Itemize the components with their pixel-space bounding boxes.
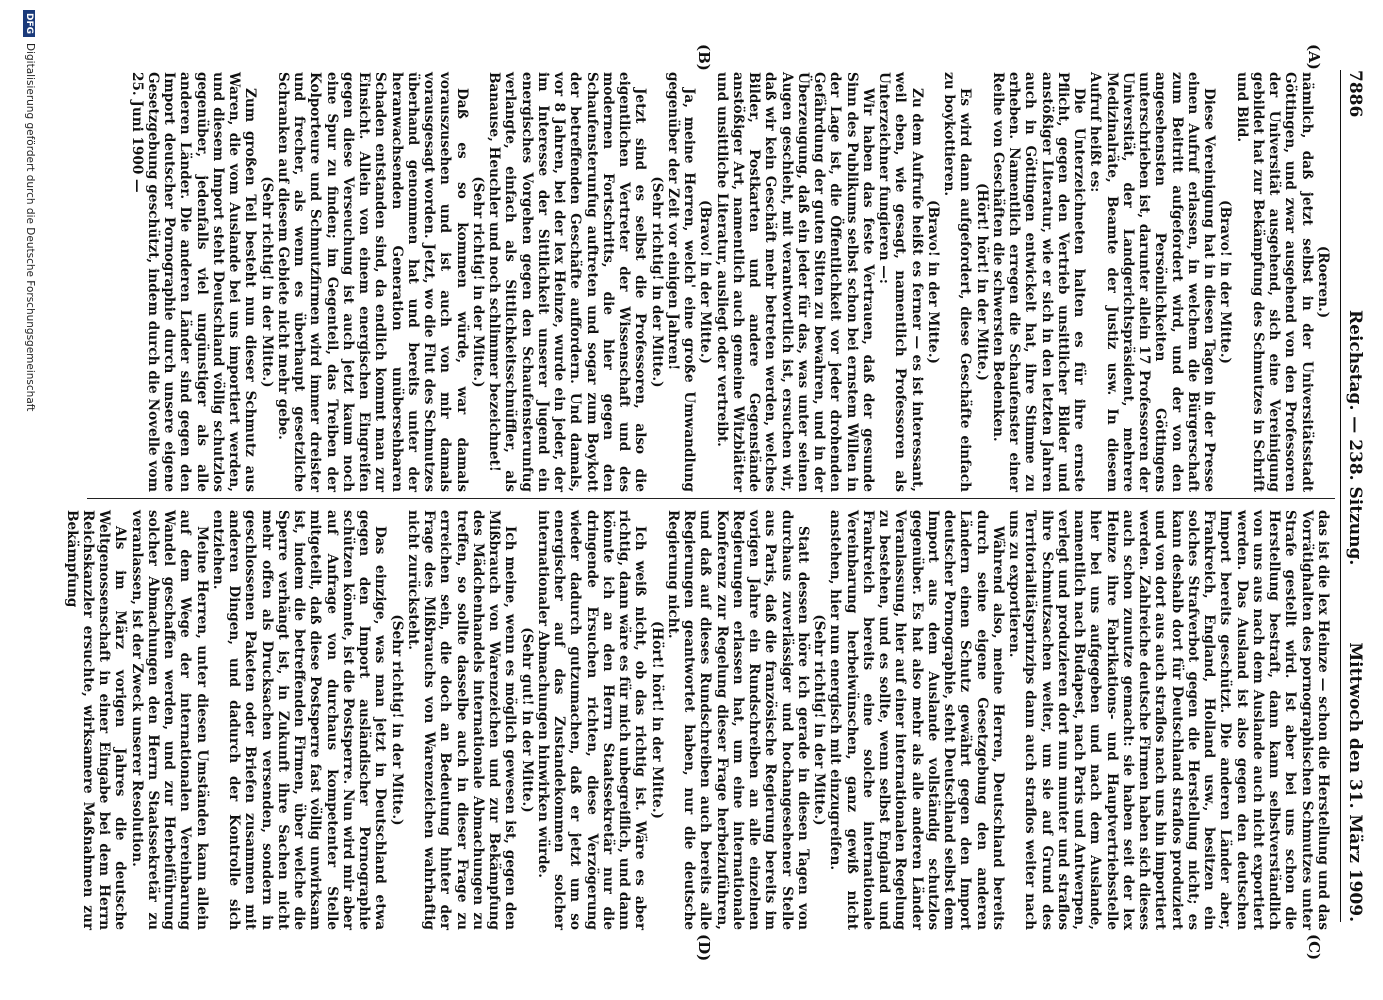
- interjection: (Bravo! in der Mitte.): [1217, 200, 1234, 364]
- margin-letter-c: (C): [1305, 934, 1323, 961]
- credit-text: Digitalisierung gefördert durch die Deutsche Forschungsgemeinschaft: [24, 43, 36, 412]
- interjection: (Sehr gut! in der Mitte.): [518, 627, 535, 813]
- margin-letter-a: (A): [1305, 44, 1323, 70]
- interjection: (Bravo! in der Mitte.): [697, 200, 714, 364]
- paragraph: Zu dem Aufrufe heißt es ferner — es ist interessant, weil eben, wie gesagt, namentlich Professoren als Unterzeichner fungieren —:: [876, 72, 925, 492]
- paragraph: Es wird dann aufgefordert, diese Geschäfte einfach zu boykottieren.: [941, 72, 974, 492]
- digitization-credit: [18, 10, 36, 490]
- column-divider: [87, 498, 1335, 499]
- paragraph: Diese Vereinigung hat in diesen Tagen in der Presse einen Aufruf erlassen, in welchem die Bürgerschaft zum Beitritt aufgefordert wird, und der von den angesehensten Persönlichkeiten Göttingens unterschrieben ist, darunter allein 17 Professoren der Universität, der Landgerichtspräsident, mehrere Medizinalräte, Beamte der Justiz usw. In diesem Aufruf heißt es:: [1087, 72, 1218, 492]
- interjection: (Sehr richtig! in der Mitte.): [388, 614, 405, 826]
- page-number: 7886: [1345, 70, 1365, 118]
- interjection: (Roeren.): [1315, 245, 1331, 319]
- paragraph: Das einzige, was man jetzt in Deutschland etwa gegen den Import ausländischer Pornographie schützen könnte, ist die Postsperre. Nun wird mir aber auf Anfrage von durchaus kompetenter Stelle mitgeteilt, daß diese Postsperre fast völlig unwirksam ist, indem die betreffenden Firmen, über welche die Sperre verhängt ist, in Zukunft ihre Sachen nicht mehr offen als Drucksachen versenden, sondern in geschlossenen Paketen oder Briefen zusammen mit anderen Dingen, und dadurch der Kontrolle sich entziehen.: [210, 510, 389, 930]
- page-header: [1339, 70, 1365, 922]
- interjection: (Bravo! in der Mitte.): [925, 200, 941, 364]
- paragraph: Jetzt sind es selbst die Professoren, also die eigentlichen Vertreter der Wissenschaft und des modernen Fortschritts, die hier gegen den Schaufensterunfug auftreten und sogar zum Boykott der betreffenden Geschäfte auffordern. Und damals, vor 8 Jahren, bei der lex Heinze, wurde ein jeder, der im Interesse der Sittlichkeit unserer Jugend ein energisches Vorgehen gegen den Schaufensterunfug verlangte, einfach als Sittlichkeitsschnüffler, als Banause, Heuchler und noch schlimmer bezeichnet!: [486, 72, 649, 492]
- right-column: [63, 510, 1331, 931]
- dfg-logo: DFG: [23, 10, 35, 37]
- interjection: (Hört! hört! in der Mitte.): [973, 183, 990, 381]
- paragraph: das ist die lex Heinze — schon die Herstellung und das Vorrätighalten des pornographischen Schmutzes unter Strafe gestellt wird. Ist aber bei uns schon die Herstellung bestraft, dann kann selbstverständlich von uns aus nach dem Auslande auch nicht exportiert werden. Das Ausland ist also gegen den deutschen Import bereits geschützt. Die anderen Länder aber, Frankreich, England, Holland usw., besitzen ein solches Strafverbot gegen die Herstellung nicht; es kann deshalb dort für Deutschland straflos produziert und von dort aus auch straflos nach uns hin importiert werden. Zahlreiche deutsche Firmen haben sich dieses auch schon zunutze gemacht: sie haben seit der lex Heinze ihre Fabrikations- und Hauptvertriebsstelle hier bei uns aufgegeben und nach dem Auslande, namentlich nach Budapest, nach Paris und Antwerpen, verlegt und produzieren dort nun munter und straflos ihre Schmutzsachen weiter, um sie auf Grund des Territorialitätsprinzips dann auch straflos weiter nach uns zu exportieren.: [1006, 510, 1331, 930]
- paragraph: Während also, meine Herren, Deutschland bereits durch seine eigene Gesetzgebung den anderen Ländern einen Schutz gewährt gegen den Import deutscher Pornographie, steht Deutschland selbst dem Import aus dem Auslande vollständig schutzlos gegenüber. Es hat also mehr als alle anderen Länder Veranlassung, hier auf einer internationalen Regelung zu bestehen, und es sollte, wenn selbst England und Frankreich bereits eine solche internationale Vereinbarung herbeiwünschen, ganz gewiß nicht anstehen, hier nun energisch mit einzugreifen.: [827, 510, 1006, 931]
- paragraph: Statt dessen höre ich gerade in diesen Tagen von durchaus zuverlässiger und hochangesehener Stelle aus Paris, daß die französische Regierung bereits im vorigen Jahre ein Rundschreiben an alle einzelnen Regierungen erlassen hat, um eine internationale Konferenz zur Regelung dieser Frage herbeizuführen, und daß auf dieses Rundschreiben auch bereits alle Regierungen geantwortet haben, nur die deutsche Regierung nicht.: [665, 510, 811, 930]
- paragraph: nämlich, daß jetzt selbst in der Universitätsstadt Göttingen, und zwar ausgehend von den Professoren der Universität ausgehend, sich eine Vereinigung gebildet hat zur Bekämpfung des Schmutzes in Schrift und Bild.: [1233, 72, 1315, 492]
- interjection: (Sehr richtig! in der Mitte.): [470, 176, 486, 388]
- interjection: (Hört! hört! in der Mitte.): [648, 621, 665, 819]
- left-column: [91, 72, 1331, 492]
- paragraph: Zum großen Teil besteht nun dieser Schmutz aus Waren, die vom Auslande bei uns importiert werden, und diesem Import steht Deutschland völlig schutzlos gegenüber, jedenfalls viel ungünstiger als alle anderen Länder. Die anderen Länder sind gegen den Import deutscher Pornographie durch unsere eigene Gesetzgebung geschützt, indem durch die Novelle vom 25. Juni 1900 —: [128, 72, 259, 492]
- paragraph: Daß es so kommen würde, war damals vorauszusehen und ist auch von mir damals vorausgesagt worden. Jetzt, wo die Flut des Schmutzes überhand genommen hat und bereits unter der heranwachsenden Generation unübersehbaren Schaden entstanden sind, da endlich kommt man zur Einsicht. Allein von einem energischen Eingreifen gegen diese Verseuchung ist auch jetzt kaum noch eine Spur zu finden; im Gegenteil, das Treiben der Kolporteure und Schmutzfirmen wird immer dreister und frecher, als wenn es überhaupt gesetzliche Schranken auf diesem Gebiete nicht mehr gebe.: [275, 72, 470, 492]
- interjection: (Sehr richtig! in der Mitte.): [811, 614, 828, 826]
- margin-letter-d: (D): [695, 934, 713, 962]
- session-date: Mittwoch den 31. März 1909.: [1345, 642, 1365, 922]
- paragraph: Meine Herren, unter diesen Umständen kann allein auf dem Wege der internationalen Vereinbarung Wandel geschaffen werden, und zur Herbeiführung solcher Abmachungen den Herrn Staatssekretär zu veranlassen, ist der Zweck unserer Resolution.: [128, 510, 210, 930]
- paragraph: Ich weiß nicht, ob das richtig ist. Wäre es aber richtig, dann wäre es für mich unbegreiflich, und dann könnte ich an den Herrn Staatssekretär nur die dringende Ersuchen richten, diese Verzögerung wieder dadurch gutzumachen, daß er jetzt um so energischer auf das Zustandekommen solcher internationaler Abmachungen hinwirken würde.: [535, 510, 649, 930]
- paragraph: Ich meine, wenn es möglich gewesen ist, gegen den Mißbrauch von Warenzeichen und zur Bekämpfung des Mädchenhandels internationale Abmachungen zu treffen, so sollte dasselbe auch in dieser Frage zu erreichen sein, die doch an Bedeutung hinter der Frage des Mißbrauchs von Warenzeichen wahrhaftig nicht zurücksteht.: [405, 510, 519, 930]
- paragraph: Wir haben das feste Vertrauen, daß der gesunde Sinn des Publikums selbst schon bei ernstem Willen in der Lage ist, die Öffentlichkeit vor jeder drohenden Gefährdung der guten Sitten zu bewahren, und in der Überzeugung, daß ein jeder für das, was unter seinen Augen geschieht, mit verantwortlich ist, ersuchen wir, daß wir kein Geschäft mehr betreten werden, welches Bilder, Postkarten und andere Gegenstände anstößiger Art, namentlich auch gemeine Witzblätter und unsittliche Literatur, ausliegt oder vertreibt.: [713, 72, 876, 492]
- interjection: (Sehr richtig! in der Mitte.): [648, 176, 665, 388]
- session-title: Reichstag. — 238. Sitzung.: [1345, 310, 1365, 566]
- header-rule: [1340, 70, 1341, 922]
- paragraph: Ja, meine Herren, welch' eine große Umwandlung gegenüber der Zeit vor einigen Jahren!: [665, 72, 698, 492]
- interjection: (Sehr richtig! in der Mitte.): [258, 176, 275, 388]
- paragraph: Die Unterzeichneten halten es für ihre ernste Pflicht, gegen den Vertrieb unsittlicher Bilder und anstößiger Literatur, wie er sich in den letzten Jahren auch in Göttingen entwickelt hat, ihre Stimme zu erheben. Namentlich erregen die Schaufenster einer Reihe von Geschäften die schwersten Bedenken.: [990, 72, 1088, 492]
- paragraph: Als im März vorigen Jahres die deutsche Weltgenossenschaft in einer Eingabe bei dem Herrn Reichskanzler ersuchte, wirksamere Maßnahmen zur Bekämpfung: [63, 510, 129, 930]
- margin-letter-b: (B): [695, 44, 713, 71]
